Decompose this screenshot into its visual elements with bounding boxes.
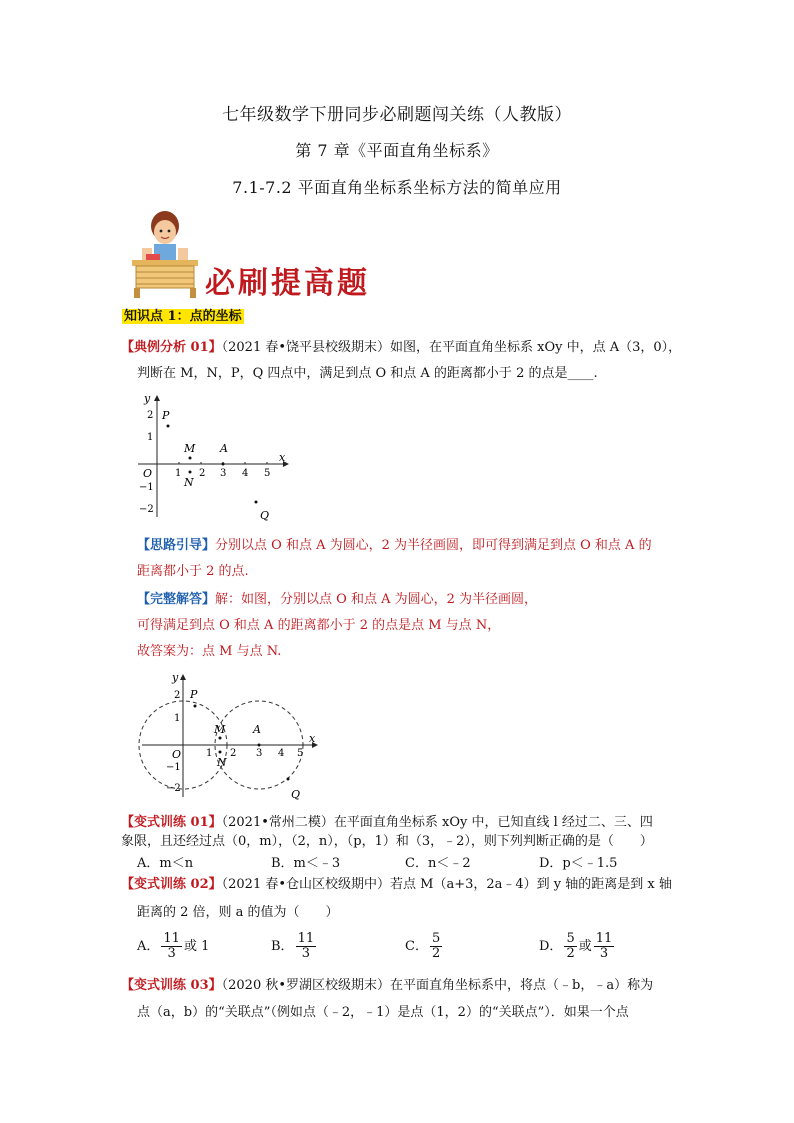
numerator: 11: [297, 931, 315, 946]
exercise1-option-d[interactable]: D．p＜﹣1.5: [539, 856, 618, 871]
graph1-xtick-1: 1: [175, 468, 182, 479]
answer-line-2: 可得满足到点 O 和点 A 的距离都小于 2 的点是点 M 与点 N，: [137, 618, 501, 633]
graph2-point-q: [287, 778, 290, 781]
graph1-ytick-2: 2: [147, 410, 154, 421]
example-tag: 【典例分析 01】: [121, 340, 222, 355]
exercise2-tag: 【变式训练 02】: [121, 877, 222, 892]
graph1-xtick-5: 5: [264, 468, 271, 479]
graph2-point-m: [219, 737, 222, 740]
graph2-xtick-5: 5: [297, 748, 304, 759]
graph2-ytick-m1: −1: [166, 762, 181, 773]
hint-line-2: 距离都小于 2 的点.: [137, 564, 249, 579]
fraction: [564, 932, 576, 961]
exercise2-option-d[interactable]: [539, 932, 616, 961]
graph1-ytick-m1: −1: [139, 482, 154, 493]
graph1-xtick-3: 3: [220, 468, 227, 479]
graph1-point-m: [189, 457, 192, 460]
exercise2-option-b[interactable]: [271, 932, 318, 961]
answer-tag: 【完整解答】: [137, 592, 216, 607]
exercise1-line-1: [121, 813, 653, 833]
coordinate-graph-2: [137, 669, 327, 804]
exercise2-line-2: 距离的 2 倍，则 a 的值为（ ）: [137, 905, 339, 920]
exercise1-option-c[interactable]: C．n＜﹣2: [405, 856, 471, 871]
exercise1-source: （2021•常州二模）: [221, 815, 334, 830]
denominator: 2: [431, 946, 441, 961]
graph1-ytick-1: 1: [147, 432, 154, 443]
numerator: 5: [566, 931, 575, 946]
exercise1-text-1: 在平面直角坐标系 xOy 中，已知直线 l 经过二、三、四: [333, 815, 653, 830]
exercise3-source: （2020 秋•罗湖区校级期末）: [221, 978, 391, 993]
chapter-title: 第 7 章《平面直角坐标系》: [295, 141, 499, 160]
exercise3-line-1: [121, 976, 653, 996]
exercise2-option-a-tail: 或 1: [183, 939, 210, 954]
denominator: 3: [167, 946, 176, 961]
graph1-x-label: x: [279, 451, 286, 464]
hint-line-1: [137, 536, 652, 556]
numerator: 5: [431, 931, 441, 946]
graph1-point-n: [189, 471, 192, 474]
exercise3-tag: 【变式训练 03】: [121, 978, 222, 993]
graph2-origin-label: O: [172, 748, 182, 761]
graph1-point-p: [167, 425, 170, 428]
numerator: 11: [163, 931, 180, 946]
answer-text-1: 解：如图，分别以点 O 和点 A 为圆心，2 为半径画圆，: [215, 592, 537, 607]
exercise1-line-2: 象限，且还经过点（0，m），（2，n），（p，1）和（3，﹣2），则下列判断正确的是（ ）: [121, 834, 653, 849]
graph2-label-m: M: [214, 723, 226, 736]
exercise1-option-b[interactable]: B．m＜﹣3: [271, 856, 341, 871]
graph2-xtick-1: 1: [206, 748, 213, 759]
graph1-label-a: A: [220, 442, 228, 455]
exercise2-text-1: 若点 M（a+3，2a﹣4）到 y 轴的距离是到 x 轴: [390, 877, 672, 892]
answer-line-3: 故答案为：点 M 与点 N.: [137, 644, 282, 659]
graph2-ytick-m2: −2: [166, 783, 181, 794]
example-source: （2021 春•饶平县校级期末）: [221, 340, 391, 355]
graph1-origin-label: O: [143, 467, 153, 480]
exercise2-source: （2021 春•仓山区校级期中）: [221, 877, 391, 892]
fraction: [296, 932, 317, 961]
exercise2-option-d-label: D．: [539, 939, 563, 954]
denominator: 2: [566, 946, 575, 961]
graph2-point-n: [219, 751, 222, 754]
student-at-desk-icon: [128, 208, 202, 300]
banner-title: 必刷提高题: [205, 266, 370, 301]
example-line-2: 判断在 M，N，P，Q 四点中，满足到点 O 和点 A 的距离都小于 2 的点是____.: [137, 366, 598, 381]
numerator: 11: [595, 931, 613, 946]
exercise1-option-a[interactable]: A．m＜n: [137, 856, 194, 871]
graph1-point-q: [255, 501, 258, 504]
exercise2-line-1: [121, 875, 672, 895]
knowledge-point-label: [122, 305, 244, 324]
exercise1-tag: 【变式训练 01】: [121, 815, 222, 830]
fraction: [594, 932, 615, 961]
exercise2-option-b-label: B．: [271, 939, 294, 954]
graph1-label-q: Q: [260, 509, 270, 522]
graph2-xtick-3: 3: [256, 748, 263, 759]
graph2-xtick-4: 4: [278, 748, 285, 759]
exercise2-option-c-label: C．: [405, 939, 428, 954]
graph2-xtick-2: 2: [230, 748, 237, 759]
graph2-label-p: P: [190, 688, 198, 701]
exercise2-option-a[interactable]: [137, 932, 209, 961]
graph1-y-label: y: [144, 392, 151, 405]
exercise3-line-2: 点（a，b）的“关联点”（例如点（﹣2，﹣1）是点（1，2）的“关联点”）．如果一个点: [137, 1005, 629, 1020]
graph2-point-a: [258, 744, 261, 747]
answer-line-1: [137, 590, 537, 610]
exercise3-text-1: 在平面直角坐标系中，将点（﹣b，﹣a）称为: [390, 978, 654, 993]
graph1-point-a: [222, 463, 225, 466]
graph2-ytick-2: 2: [174, 690, 181, 701]
example-line-1: [121, 338, 681, 358]
graph1-label-m: M: [184, 442, 196, 455]
denominator: 3: [301, 946, 310, 961]
knowledge-point-text: 知识点 1：点的坐标: [124, 309, 242, 324]
hint-text-1: 分别以点 O 和点 A 为圆心，2 为半径画圆，即可得到满足到点 O 和点 A 的: [215, 538, 652, 553]
fraction: [430, 932, 442, 961]
example-text-1: 如图，在平面直角坐标系 xOy 中，点 A（3，0），: [390, 340, 682, 355]
exercise2-option-c[interactable]: [405, 932, 444, 961]
graph2-x-label: x: [309, 732, 316, 745]
graph1-xtick-2: 2: [199, 468, 206, 479]
graph1-ytick-m2: −2: [139, 504, 154, 515]
exercise2-option-a-label: A．: [137, 939, 160, 954]
graph2-ytick-1: 1: [174, 713, 181, 724]
coordinate-graph-1: [133, 392, 303, 524]
graph2-y-label: y: [172, 671, 179, 684]
graph1-xtick-4: 4: [242, 468, 249, 479]
graph1-label-n: N: [184, 476, 194, 489]
graph2-label-q: Q: [291, 788, 301, 801]
hint-tag: 【思路引导】: [137, 538, 216, 553]
exercise2-option-d-mid: 或: [578, 939, 592, 954]
graph2-point-p: [194, 705, 197, 708]
denominator: 3: [599, 946, 609, 961]
section-title: 7.1-7.2 平面直角坐标系坐标方法的简单应用: [232, 178, 562, 197]
graph2-label-a: A: [253, 723, 261, 736]
graph1-label-p: P: [162, 409, 170, 422]
graph2-label-n: N: [217, 756, 227, 769]
fraction: [161, 932, 182, 961]
doc-title: 七年级数学下册同步必刷题闯关练（人教版）: [222, 105, 572, 125]
